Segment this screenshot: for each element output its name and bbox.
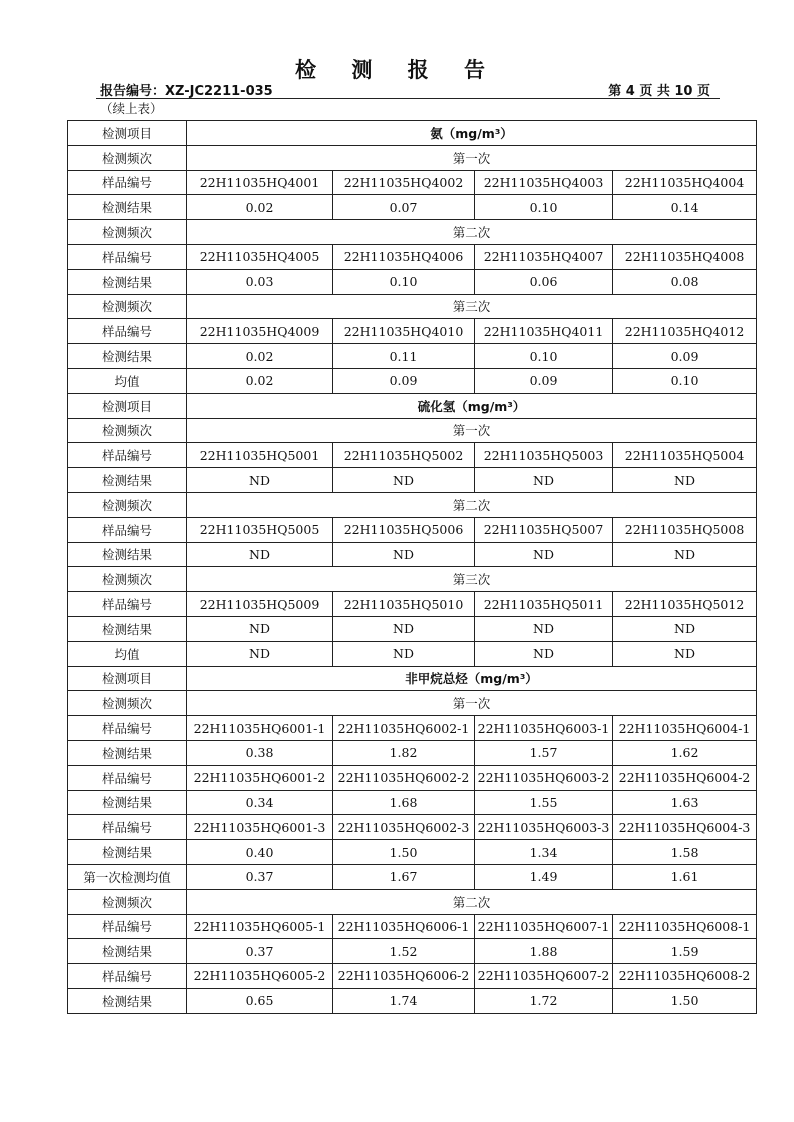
row-label: 检测结果 [68, 468, 187, 493]
table-row [68, 170, 757, 195]
table-row [68, 964, 757, 989]
table-cell: 22H11035HQ4010 [333, 319, 475, 344]
table-cell: 22H11035HQ6007-1 [475, 914, 613, 939]
row-label: 样品编号 [68, 517, 187, 542]
table-cell: 0.37 [187, 939, 333, 964]
table-cell: ND [333, 641, 475, 666]
table-cell: 1.68 [333, 790, 475, 815]
table-cell: 1.59 [613, 939, 757, 964]
table-cell: ND [613, 542, 757, 567]
results-table [67, 120, 757, 1014]
row-label: 检测结果 [68, 988, 187, 1013]
table-cell: 22H11035HQ6008-2 [613, 964, 757, 989]
table-cell: ND [187, 641, 333, 666]
table-cell: 22H11035HQ6002-2 [333, 765, 475, 790]
table-cell: 1.62 [613, 740, 757, 765]
table-row [68, 641, 757, 666]
table-cell: 0.09 [613, 344, 757, 369]
row-label: 样品编号 [68, 592, 187, 617]
table-cell: ND [613, 616, 757, 641]
table-cell: 0.10 [475, 344, 613, 369]
table-cell: 22H11035HQ6003-2 [475, 765, 613, 790]
table-cell: 1.61 [613, 864, 757, 889]
row-label: 检测结果 [68, 195, 187, 220]
row-label: 样品编号 [68, 716, 187, 741]
row-label: 检测结果 [68, 616, 187, 641]
test-frequency: 第一次 [187, 418, 757, 443]
table-cell: 0.10 [613, 368, 757, 393]
test-frequency: 第一次 [187, 145, 757, 170]
table-row [68, 244, 757, 269]
table-cell: 0.10 [333, 269, 475, 294]
table-cell: 22H11035HQ5012 [613, 592, 757, 617]
table-cell: 22H11035HQ5002 [333, 443, 475, 468]
table-cell: 22H11035HQ6006-1 [333, 914, 475, 939]
row-label: 检测频次 [68, 691, 187, 716]
report-title: 检 测 报 告 [295, 58, 499, 82]
row-label: 检测频次 [68, 567, 187, 592]
row-label: 样品编号 [68, 319, 187, 344]
table-row [68, 592, 757, 617]
table-row [68, 840, 757, 865]
table-cell: 22H11035HQ5001 [187, 443, 333, 468]
table-cell: 1.82 [333, 740, 475, 765]
table-cell: ND [333, 468, 475, 493]
table-row [68, 815, 757, 840]
table-cell: 22H11035HQ4007 [475, 244, 613, 269]
table-row [68, 914, 757, 939]
table-cell: 22H11035HQ5009 [187, 592, 333, 617]
table-row [68, 939, 757, 964]
row-label: 检测结果 [68, 740, 187, 765]
table-cell: 22H11035HQ5010 [333, 592, 475, 617]
table-cell: 22H11035HQ6004-3 [613, 815, 757, 840]
table-row [68, 145, 757, 170]
table-cell: 22H11035HQ6007-2 [475, 964, 613, 989]
table-row [68, 220, 757, 245]
table-cell: 22H11035HQ6001-2 [187, 765, 333, 790]
row-label: 检测频次 [68, 294, 187, 319]
table-cell: 0.40 [187, 840, 333, 865]
table-cell: 0.14 [613, 195, 757, 220]
table-cell: 0.06 [475, 269, 613, 294]
table-row [68, 393, 757, 418]
row-label: 检测结果 [68, 840, 187, 865]
row-label: 检测频次 [68, 492, 187, 517]
table-cell: 1.55 [475, 790, 613, 815]
test-frequency: 第三次 [187, 294, 757, 319]
table-cell: 22H11035HQ6005-2 [187, 964, 333, 989]
row-label: 样品编号 [68, 244, 187, 269]
table-cell: ND [187, 468, 333, 493]
table-cell: 22H11035HQ4006 [333, 244, 475, 269]
test-item-name: 非甲烷总烃（mg/m³） [187, 666, 757, 691]
table-cell: 0.09 [475, 368, 613, 393]
table-cell: ND [613, 641, 757, 666]
table-row [68, 344, 757, 369]
table-cell: 1.67 [333, 864, 475, 889]
table-row [68, 294, 757, 319]
test-frequency: 第一次 [187, 691, 757, 716]
table-cell: 22H11035HQ5004 [613, 443, 757, 468]
table-cell: 22H11035HQ6004-1 [613, 716, 757, 741]
table-cell: 22H11035HQ4008 [613, 244, 757, 269]
table-cell: 22H11035HQ6002-1 [333, 716, 475, 741]
row-label: 样品编号 [68, 443, 187, 468]
table-row [68, 666, 757, 691]
row-label: 检测项目 [68, 121, 187, 146]
table-cell: ND [475, 468, 613, 493]
table-cell: 0.08 [613, 269, 757, 294]
table-cell: 22H11035HQ4011 [475, 319, 613, 344]
table-cell: ND [333, 542, 475, 567]
table-cell: 0.10 [475, 195, 613, 220]
table-row [68, 740, 757, 765]
table-cell: 0.02 [187, 368, 333, 393]
row-label: 检测频次 [68, 889, 187, 914]
results-table-body [68, 121, 757, 1014]
row-label: 检测结果 [68, 269, 187, 294]
table-cell: 0.65 [187, 988, 333, 1013]
row-label: 检测结果 [68, 939, 187, 964]
test-item-name: 氨（mg/m³） [187, 121, 757, 146]
table-row [68, 542, 757, 567]
test-frequency: 第三次 [187, 567, 757, 592]
table-cell: 1.72 [475, 988, 613, 1013]
table-row [68, 368, 757, 393]
report-header [96, 80, 720, 99]
table-cell: 1.52 [333, 939, 475, 964]
table-cell: 1.49 [475, 864, 613, 889]
page-indicator: 第 4 页 共 10 页 [608, 84, 710, 99]
table-cell: 1.63 [613, 790, 757, 815]
table-cell: 1.50 [333, 840, 475, 865]
row-label: 检测频次 [68, 220, 187, 245]
table-row [68, 418, 757, 443]
test-item-name: 硫化氢（mg/m³） [187, 393, 757, 418]
table-cell: 22H11035HQ5011 [475, 592, 613, 617]
table-cell: ND [187, 616, 333, 641]
row-label: 检测频次 [68, 418, 187, 443]
table-cell: 22H11035HQ6008-1 [613, 914, 757, 939]
table-cell: 22H11035HQ4001 [187, 170, 333, 195]
table-row [68, 567, 757, 592]
table-row [68, 195, 757, 220]
row-label: 样品编号 [68, 765, 187, 790]
table-cell: 0.02 [187, 344, 333, 369]
table-cell: 22H11035HQ4009 [187, 319, 333, 344]
table-cell: 22H11035HQ6002-3 [333, 815, 475, 840]
table-cell: ND [475, 542, 613, 567]
row-label: 样品编号 [68, 170, 187, 195]
table-cell: 0.07 [333, 195, 475, 220]
table-cell: 0.37 [187, 864, 333, 889]
table-row [68, 319, 757, 344]
table-cell: 0.11 [333, 344, 475, 369]
table-cell: ND [187, 542, 333, 567]
table-cell: 1.57 [475, 740, 613, 765]
table-cell: 1.50 [613, 988, 757, 1013]
table-cell: 1.34 [475, 840, 613, 865]
table-row [68, 765, 757, 790]
table-row [68, 988, 757, 1013]
row-label: 第一次检测均值 [68, 864, 187, 889]
row-label: 样品编号 [68, 914, 187, 939]
table-cell: ND [613, 468, 757, 493]
table-cell: 1.74 [333, 988, 475, 1013]
table-row [68, 716, 757, 741]
table-row [68, 616, 757, 641]
test-frequency: 第二次 [187, 492, 757, 517]
table-cell: 0.38 [187, 740, 333, 765]
table-cell: 0.09 [333, 368, 475, 393]
row-label: 检测项目 [68, 393, 187, 418]
table-cell: 0.34 [187, 790, 333, 815]
table-cell: 22H11035HQ6001-1 [187, 716, 333, 741]
table-row [68, 492, 757, 517]
table-cell: 22H11035HQ5008 [613, 517, 757, 542]
table-cell: 22H11035HQ4004 [613, 170, 757, 195]
table-row [68, 517, 757, 542]
table-cell: 22H11035HQ5007 [475, 517, 613, 542]
table-row [68, 691, 757, 716]
table-cell: 0.02 [187, 195, 333, 220]
row-label: 样品编号 [68, 964, 187, 989]
table-cell: 22H11035HQ4002 [333, 170, 475, 195]
table-cell: 22H11035HQ6001-3 [187, 815, 333, 840]
row-label: 检测频次 [68, 145, 187, 170]
report-number: 报告编号：XZ-JC2211-035 [100, 84, 273, 99]
test-frequency: 第二次 [187, 889, 757, 914]
table-row [68, 790, 757, 815]
table-cell: 22H11035HQ6003-1 [475, 716, 613, 741]
table-row [68, 468, 757, 493]
row-label: 样品编号 [68, 815, 187, 840]
table-row [68, 889, 757, 914]
row-label: 检测结果 [68, 344, 187, 369]
table-row [68, 443, 757, 468]
table-cell: ND [475, 641, 613, 666]
table-cell: 22H11035HQ6005-1 [187, 914, 333, 939]
table-cell: 22H11035HQ4005 [187, 244, 333, 269]
table-cell: 22H11035HQ6003-3 [475, 815, 613, 840]
table-cell: 22H11035HQ6004-2 [613, 765, 757, 790]
table-cell: 0.03 [187, 269, 333, 294]
row-label: 检测结果 [68, 790, 187, 815]
table-cell: 22H11035HQ4003 [475, 170, 613, 195]
test-frequency: 第二次 [187, 220, 757, 245]
table-cell: 22H11035HQ5003 [475, 443, 613, 468]
row-label: 检测项目 [68, 666, 187, 691]
row-label: 均值 [68, 641, 187, 666]
table-cell: 22H11035HQ5006 [333, 517, 475, 542]
table-cell: ND [475, 616, 613, 641]
table-cell: 22H11035HQ6006-2 [333, 964, 475, 989]
table-cell: 22H11035HQ5005 [187, 517, 333, 542]
table-row [68, 864, 757, 889]
table-cell: 1.88 [475, 939, 613, 964]
table-row [68, 269, 757, 294]
table-cell: ND [333, 616, 475, 641]
continued-note: （续上表） [100, 101, 163, 116]
table-row [68, 121, 757, 146]
row-label: 均值 [68, 368, 187, 393]
row-label: 检测结果 [68, 542, 187, 567]
table-cell: 1.58 [613, 840, 757, 865]
table-cell: 22H11035HQ4012 [613, 319, 757, 344]
